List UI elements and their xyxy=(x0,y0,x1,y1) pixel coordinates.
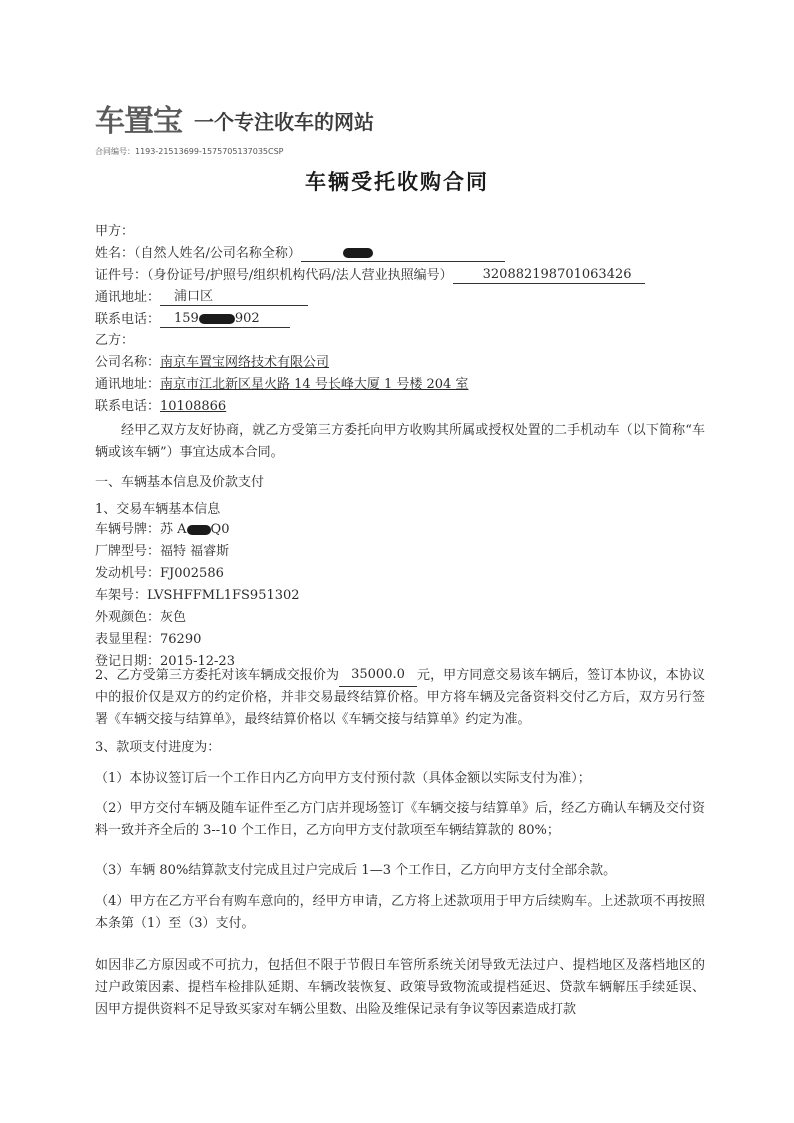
mileage-row xyxy=(95,632,201,648)
vin-row xyxy=(95,588,300,604)
registration-value: 2015-12-23 xyxy=(160,654,235,669)
party-b-phone-row xyxy=(95,399,226,415)
vin-label: 车架号： xyxy=(95,588,148,603)
color-row xyxy=(95,610,186,626)
party-a-phone-row xyxy=(95,311,290,328)
party-a-address-value: 浦口区 xyxy=(160,289,308,306)
party-b-phone-label: 联系电话： xyxy=(95,399,161,414)
phone-suffix: 902 xyxy=(234,311,260,326)
mileage-label: 表显里程： xyxy=(95,632,161,647)
party-a-name-row xyxy=(95,245,505,262)
document-title: 车辆受托收购合同 xyxy=(305,170,489,194)
party-a-id-row xyxy=(95,267,645,284)
redaction-mark xyxy=(199,314,235,324)
party-a-name-field xyxy=(301,245,505,262)
brand-logo: 车置宝 xyxy=(95,104,182,139)
engine-value: FJ002586 xyxy=(160,566,224,581)
clause-2-text: 2、乙方受第三方委托对该车辆成交报价为 xyxy=(95,668,340,683)
price-value: 35000.0 xyxy=(339,664,417,687)
party-a-phone-field xyxy=(160,311,290,328)
vin-value: LVSHFFML1FS951302 xyxy=(147,588,300,603)
payment-item-4: （4）甲方在乙方平台有购车意向的，经甲方申请，乙方将上述款项用于甲方后续购车。上述款项不再按照本条第（1）至（3）支付。 xyxy=(95,894,705,931)
party-a-phone-label: 联系电话： xyxy=(95,312,161,327)
party-b-company-value: 南京车置宝网络技术有限公司 xyxy=(160,355,330,370)
engine-row xyxy=(95,566,224,582)
mileage-value: 76290 xyxy=(160,632,202,647)
brand-label: 厂牌型号： xyxy=(95,544,161,559)
party-a-name-label: 姓名：（自然人姓名/公司名称全称） xyxy=(95,246,301,261)
clause-2 xyxy=(95,664,705,731)
party-a-id-label: 证件号：（身份证号/护照号/组织机构代码/法人营业执照编号） xyxy=(95,268,453,283)
payment-item-3: （3）车辆 80%结算款支付完成且过户完成后 1—3 个工作日，乙方向甲方支付全部余款。 xyxy=(95,863,617,878)
party-a-id-value: 320882198701063426 xyxy=(453,267,645,284)
brand-row xyxy=(95,544,229,560)
party-a-label: 甲方： xyxy=(95,224,135,239)
party-a-address-row xyxy=(95,289,308,306)
party-b-address-value: 南京市江北新区星火路 14 号长峰大厦 1 号楼 204 室 xyxy=(160,377,469,392)
plate-prefix: 苏 A xyxy=(160,522,187,537)
payment-item-1: （1）本协议签订后一个工作日内乙方向甲方支付预付款（具体金额以实际支付为准）； xyxy=(95,771,591,786)
force-majeure-paragraph: 如因非乙方原因或不可抗力，包括但不限于节假日车管所系统关闭导致无法过户、提档地区及落档地区的过户政策因素、提档车检排队延期、车辆改装恢复、政策导致物流或提档延迟、贷款车辆解压手续延误、因甲方提供资料不足导致买家对车辆公里数、出险及维保记录有争议等因素造成打款 xyxy=(95,958,705,1017)
color-value: 灰色 xyxy=(160,610,187,625)
party-b-label: 乙方： xyxy=(95,333,135,348)
party-b-company-label: 公司名称： xyxy=(95,355,161,370)
payment-item-2: （2）甲方交付车辆及随车证件至乙方门店并现场签订《车辆交接与结算单》后，经乙方确认车辆及交付资料一致并齐全后的 3--10 个工作日，乙方向甲方支付款项至车辆结算款的 80%； xyxy=(95,801,705,838)
brand-slogan: 一个专注收车的网站 xyxy=(194,109,374,134)
plate-label: 车辆号牌： xyxy=(95,522,161,537)
phone-prefix: 159 xyxy=(174,311,199,326)
engine-label: 发动机号： xyxy=(95,566,161,581)
contract-number: 合同编号：1193-21513699-1575705137035CSP xyxy=(95,147,284,156)
redaction-mark xyxy=(187,525,211,535)
header-logo xyxy=(95,96,374,140)
party-a-address-label: 通讯地址： xyxy=(95,290,161,305)
color-label: 外观颜色： xyxy=(95,610,161,625)
plate-row xyxy=(95,522,229,538)
registration-label: 登记日期： xyxy=(95,654,161,669)
party-b-address-label: 通讯地址： xyxy=(95,377,161,392)
plate-suffix: Q0 xyxy=(210,522,230,537)
section1-sub3: 3、款项支付进度为： xyxy=(95,740,221,755)
clause-2-text-cont: 元，甲方同意交易该车辆后，签订本协议，本协议中的报价仅是双方的约定价格，并非交易最终结算价格。甲方将车辆及完备资料交付乙方后，双方另行签署《车辆交接与结算单》，最终结算价格以《车辆交接与结算单》约定为准。 xyxy=(95,668,705,727)
intro-paragraph: 经甲乙双方友好协商，就乙方受第三方委托向甲方收购其所属或授权处置的二手机动车（以下简称“车辆或该车辆”）事宜达成本合同。 xyxy=(95,423,705,460)
party-b-phone-value: 10108866 xyxy=(160,399,227,414)
party-b-address-row xyxy=(95,377,468,393)
redaction-mark xyxy=(343,248,373,258)
section1-sub1: 1、交易车辆基本信息 xyxy=(95,502,221,517)
party-b-company-row xyxy=(95,355,329,371)
brand-value: 福特 福睿斯 xyxy=(160,544,230,559)
section1-heading: 一、车辆基本信息及价款支付 xyxy=(95,475,265,490)
